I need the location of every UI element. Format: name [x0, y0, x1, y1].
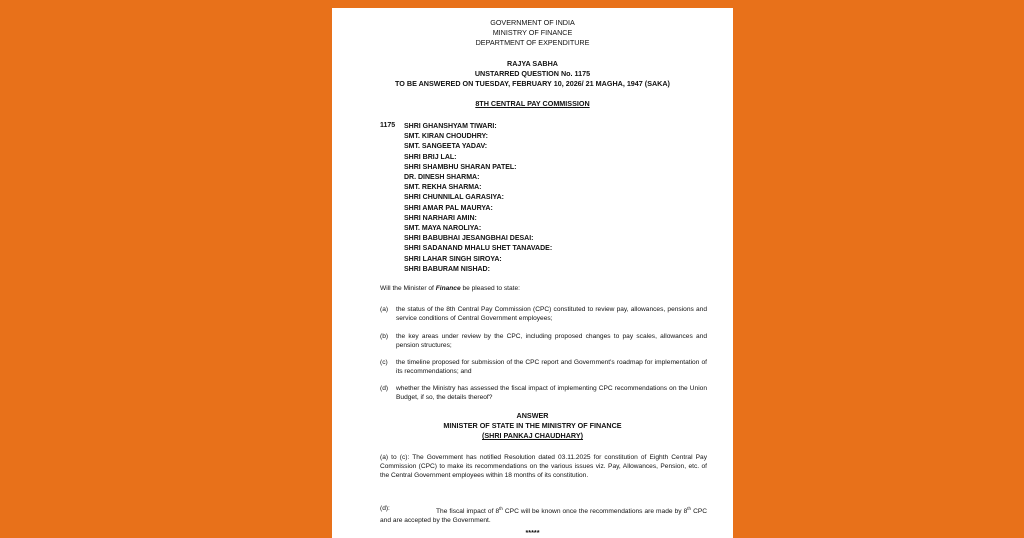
member-name: SMT. KIRAN CHOUDHRY:: [404, 133, 488, 141]
question-title: UNSTARRED QUESTION No. 1175: [474, 69, 591, 78]
para2-part-b: CPC will be known once the recommendations are made by 8: [502, 508, 688, 516]
minister-name: (SHRI PANKAJ CHAUDHARY): [481, 431, 584, 440]
answer-heading: ANSWER: [516, 411, 549, 420]
item-label: (c): [380, 359, 388, 366]
header-department: DEPARTMENT OF EXPENDITURE: [475, 38, 590, 47]
item-text: whether the Ministry has assessed the fiscal impact of implementing CPC recommendations on the Union Budget, if so, the details thereof?: [396, 385, 707, 401]
minister-name-line: [332, 431, 733, 441]
minister-title: MINISTER OF STATE IN THE MINISTRY OF FINANCE: [443, 421, 622, 430]
para2-sup-2: th: [687, 506, 692, 511]
question-number: 1175: [380, 122, 396, 129]
para2-part-a: The fiscal impact of 8: [436, 508, 500, 516]
intro-ministry: Finance: [435, 285, 461, 292]
item-text: the status of the 8th Central Pay Commission (CPC) constituted to review pay, allowances, pensions and service conditions of Central Government employees;: [396, 306, 707, 322]
intro-line: [380, 284, 707, 293]
item-label: (a): [380, 306, 389, 313]
member-name: SHRI GHANSHYAM TIWARI:: [404, 123, 497, 130]
document-page: [332, 8, 733, 538]
member-name: SHRI SHAMBHU SHARAN PATEL:: [404, 163, 517, 171]
member-name: SHRI AMAR PAL MAURYA:: [404, 204, 493, 212]
member-list: [404, 122, 552, 275]
member-name: SHRI NARHARI AMIN:: [404, 214, 477, 222]
answer-paragraph-2: [380, 504, 707, 525]
subject-title: [332, 99, 733, 109]
item-text: the timeline proposed for submission of the CPC report and Government's roadmap for implementation of its recommendations; and: [396, 359, 707, 375]
member-name: SHRI LAHAR SINGH SIROYA:: [404, 255, 502, 263]
member-name: SHRI SADANAND MHALU SHET TANAVADE:: [404, 245, 553, 253]
para2-part-c: CPC and are accepted by the Government.: [380, 508, 707, 525]
end-mark: *****: [525, 528, 540, 537]
header-government: GOVERNMENT OF INDIA: [490, 18, 575, 27]
intro-before: Will the Minister of: [380, 285, 436, 292]
house-name: RAJYA SABHA: [507, 59, 558, 68]
member-name: SHRI BABUBHAI JESANGBHAI DESAI:: [404, 235, 534, 243]
para2-sup-1: th: [499, 506, 503, 511]
header-ministry: MINISTRY OF FINANCE: [492, 28, 573, 37]
member-name: SHRI BABURAM NISHAD:: [404, 265, 490, 273]
subject-text: 8TH CENTRAL PAY COMMISSION: [475, 99, 590, 108]
intro-after: be pleased to state:: [460, 285, 521, 292]
member-name: SHRI BRIJ LAL:: [404, 153, 457, 161]
member-name: SMT. MAYA NAROLIYA:: [404, 225, 482, 233]
member-name: DR. DINESH SHARMA:: [404, 174, 480, 182]
member-name: SMT. REKHA SHARMA:: [404, 184, 482, 192]
item-label: (d): [380, 385, 389, 392]
item-text: the key areas under review by the CPC, including proposed changes to pay scales, allowances and pension structures;: [396, 333, 707, 349]
member-name: SHRI CHUNNILAL GARASIYA:: [404, 194, 504, 202]
member-name: SMT. SANGEETA YADAV:: [404, 143, 488, 151]
answer-date: TO BE ANSWERED ON TUESDAY, FEBRUARY 10, 2026/ 21 MAGHA, 1947 (SAKA): [395, 79, 670, 88]
answer-d-label: (d):: [380, 505, 390, 512]
answer-paragraph-1: (a) to (c): The Government has notified Resolution dated 03.11.2025 for constitution of Eighth Central Pay Commission (CPC) to make its recommendations on the various issues viz. Pay, Allowances, Pension, etc. of the Central Government employees within 18 months of its constitution.: [380, 454, 707, 479]
item-label: (b): [380, 333, 389, 340]
